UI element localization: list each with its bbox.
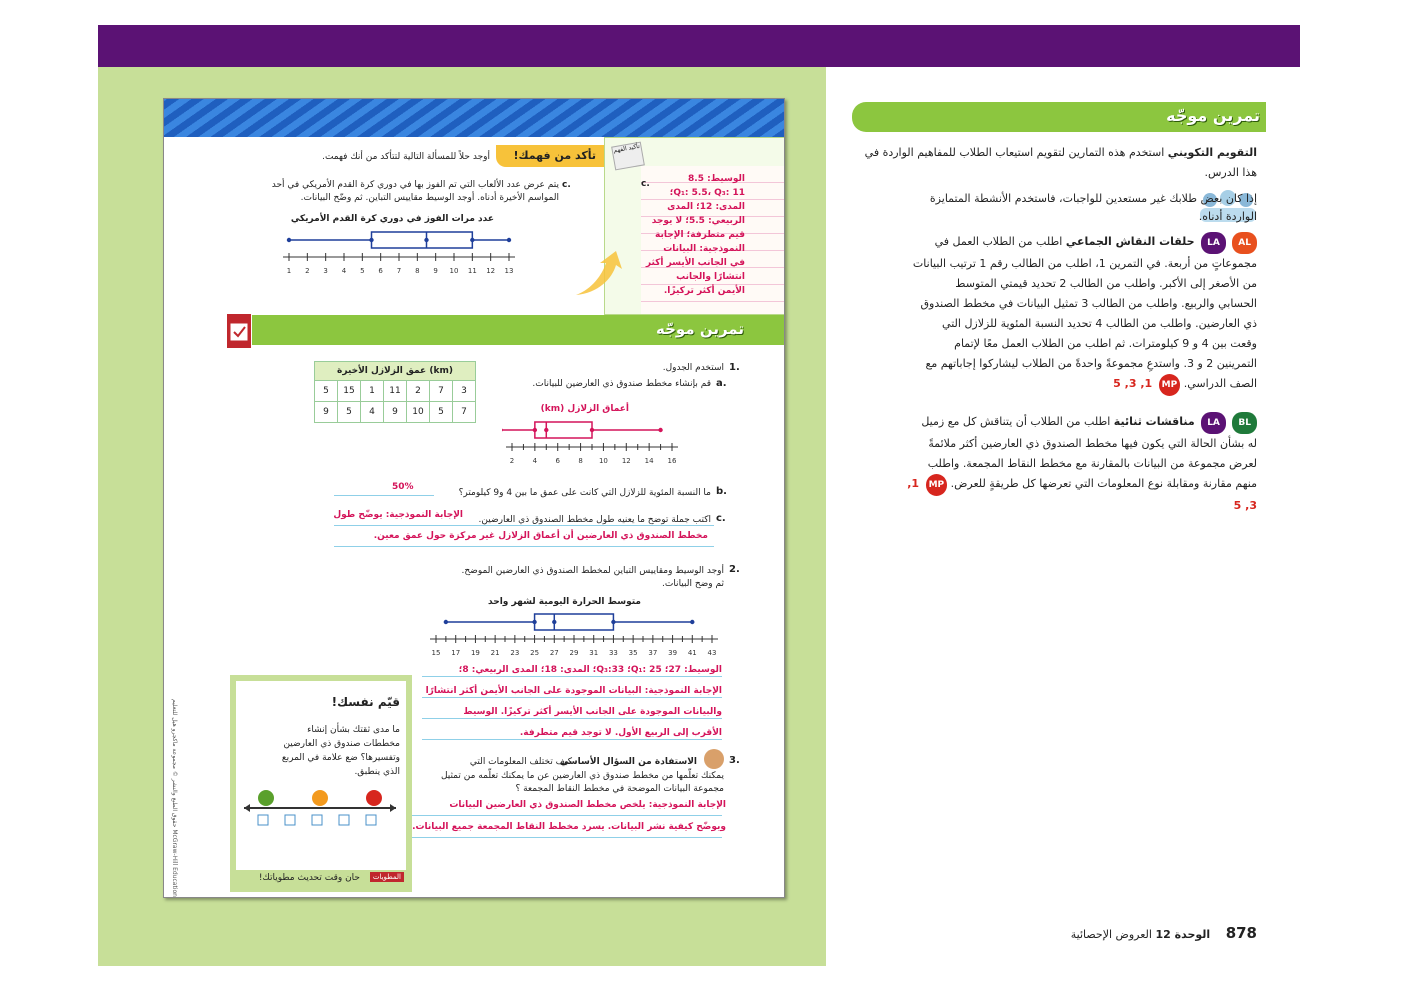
p4-line: له بشأن الحالة التي يكون فيها مخطط الصندوق ذي العارضين أكثر ملائمةً xyxy=(928,437,1257,450)
homework-icon xyxy=(226,313,252,349)
p4-line: اطلب من الطلاب أن يتناقش كل مع زميل xyxy=(921,415,1111,428)
tick-label: 19 xyxy=(470,649,480,657)
unit-title: العروض الإحصائية xyxy=(1070,928,1152,941)
c-question xyxy=(229,179,559,205)
tick-label: 35 xyxy=(628,649,638,657)
p3-line: مجموعاتٍ من أربعة. في التمرين 1، اطلب من الطالب رقم 1 ترتيب البيانات xyxy=(912,257,1257,270)
table-cell: 15 xyxy=(338,381,361,402)
p3-ref: 1, 3, 5 xyxy=(1113,377,1153,390)
answer-line xyxy=(412,815,722,816)
sticky-line: انتشارًا والجانب xyxy=(676,272,745,282)
check-text: أوجد حلاً للمسألة التالية لتتأكد من أنك فهمت. xyxy=(322,152,490,162)
tick-label: 12 xyxy=(621,457,631,465)
table-cell: 9 xyxy=(315,402,338,423)
tick-label: 15 xyxy=(431,649,441,657)
tick-label: 13 xyxy=(504,267,514,273)
tick-label: 2 xyxy=(305,267,310,273)
tick-label: 5 xyxy=(360,267,365,273)
p4-ref2: 3, 5 xyxy=(1233,499,1257,512)
check-title: تأكد من فهمك! xyxy=(513,149,596,162)
tick-label: 2 xyxy=(509,457,515,465)
note-tag: تأكيد الفهم xyxy=(611,142,645,171)
table-cell: 2 xyxy=(407,381,430,402)
rate-title: قيّم نفسك! xyxy=(331,695,400,709)
rate-footer-text: حان وقت تحديث مطوياتك! xyxy=(258,873,360,883)
tick-label: 4 xyxy=(341,267,347,273)
tick-label: 23 xyxy=(510,649,520,657)
q3-answer-2: ويوضّح كيفية نشر البيانات. يسرد مخطط النقاط المجمعة جميع البيانات. xyxy=(412,822,726,832)
arrow-to-note-icon xyxy=(572,249,632,299)
five-number-point xyxy=(658,428,662,432)
q1-number: 1. xyxy=(729,362,740,373)
p4-line: منهم مقارنة ومقابلة نوع المعلومات التي تعرضها كل طريقةٍ للعرض. xyxy=(950,477,1257,490)
p4-bold: مناقشات ثنائية xyxy=(1113,415,1195,428)
five-number-point xyxy=(611,620,615,624)
p3-line: الحسابي والربيع. واطلب من الطالب 3 تمثيل البيانات في مخطط الصندوق xyxy=(920,297,1257,310)
q2-answer xyxy=(392,660,722,744)
table-cell: 7 xyxy=(430,381,453,402)
temperature-boxplot xyxy=(426,607,722,659)
sticky-line: Q₁: 5.5، Q₃: 11؛ xyxy=(669,188,745,198)
p3-line: ذي العارضين. واطلب من الطالب 4 تحديد النسبة المئوية للزلازل التي xyxy=(942,317,1257,330)
table-cell: 10 xyxy=(407,402,430,423)
tick-label: 21 xyxy=(490,649,500,657)
box xyxy=(372,232,473,248)
tick-label: 6 xyxy=(378,267,383,273)
q2-text-line: ثم وضح البيانات. xyxy=(661,579,724,589)
right-header-title: تمرين موجّه xyxy=(1166,106,1260,125)
five-number-point xyxy=(470,238,474,242)
sticky-line: الأيمن أكثر تركيزًا. xyxy=(663,286,745,296)
tick-label: 8 xyxy=(415,267,420,273)
tick-label: 8 xyxy=(578,457,583,465)
tick-label: 1 xyxy=(286,267,292,273)
q3-bold: الاستفادة من السؤال الأساسي xyxy=(559,757,697,767)
group-discussion xyxy=(847,232,1257,396)
q2-text xyxy=(404,565,724,591)
right-guided-header xyxy=(852,102,1266,132)
plot3-title: متوسط الحرارة اليومية لشهر واحد xyxy=(488,597,641,607)
sticky-line: قيم متطرفة؛ الإجابة xyxy=(655,230,745,240)
q1b-answer: 50% xyxy=(392,482,414,492)
blue-stripe-header xyxy=(164,99,784,137)
tick-label: 41 xyxy=(687,649,697,657)
q1-text: استخدم الجدول. xyxy=(662,363,724,373)
q1b-letter: b. xyxy=(716,486,727,497)
box xyxy=(535,422,592,438)
sticky-letter: c. xyxy=(641,179,650,189)
sticky-line: المدى: 12؛ المدى xyxy=(667,202,745,212)
five-number-point xyxy=(544,428,548,432)
p3-line: اطلب من الطلاب العمل في xyxy=(934,235,1063,248)
table-cell: 11 xyxy=(384,381,407,402)
mp-icon: MP xyxy=(1159,374,1181,396)
q2-text-line: أوجد الوسيط ومقاييس التباين لمخطط الصندوق ذي العارضين الموضح. xyxy=(461,566,724,576)
essential-question-icon xyxy=(704,749,724,769)
c-text-line-2: المواسم الأخيرة أدناه. أوجد الوسيط مقاييس التباين. ثم وضّح البيانات. xyxy=(300,193,559,203)
rate-yourself-card xyxy=(230,675,412,892)
q1a-text: قم بإنشاء مخطط صندوق ذي العارضين للبيانات. xyxy=(532,379,711,389)
tick-label: 33 xyxy=(608,649,618,657)
copyright-strip xyxy=(163,699,180,897)
p3-line: وقعت بين 4 و 9 كيلومترات. ثم اطلب من الطلاب العمل معًا لإتمام xyxy=(954,337,1257,350)
q2-number: 2. xyxy=(729,564,740,575)
q1c-text: اكتب جملة توضح ما يعنيه طول مخطط الصندوق ذي العارضين. xyxy=(478,515,711,525)
p2: إذا كان بعض طلابك غير مستعدين للواجبات، فاستخدم الأنشطة المتمايزة الواردة أدناه. xyxy=(929,192,1257,223)
tick-label: 10 xyxy=(598,457,608,465)
tick-label: 43 xyxy=(707,649,717,657)
badge-al: AL xyxy=(1232,232,1257,254)
happy-face-icon xyxy=(258,790,274,806)
q1c-answer-2: مخطط الصندوق ذي العارضين أن أعماق الزلازل غير مركزة حول عمق معين. xyxy=(373,531,708,541)
q1a-letter: a. xyxy=(716,378,727,389)
p1-bold: التقويم التكويني xyxy=(1167,146,1257,159)
foldables-tag: المطويات xyxy=(370,872,404,882)
rate-checkbox[interactable] xyxy=(285,815,295,825)
rate-text-line: وتفسيرها؟ ضع علامة في المربع xyxy=(281,753,400,763)
q3-text xyxy=(394,770,724,796)
five-number-point xyxy=(690,620,694,624)
table-cell: 9 xyxy=(384,402,407,423)
p4-ref1: 1, xyxy=(907,477,920,490)
answer-line xyxy=(422,739,722,740)
c-letter: c. xyxy=(562,180,571,190)
table-cell: 5 xyxy=(315,381,338,402)
q1c-letter: c. xyxy=(716,513,726,524)
neutral-face-icon xyxy=(312,790,328,806)
answer-line xyxy=(422,718,722,719)
tick-label: 31 xyxy=(589,649,599,657)
top-purple-band xyxy=(98,25,1300,67)
football-wins-boxplot xyxy=(279,225,519,273)
tick-label: 3 xyxy=(323,267,328,273)
five-number-point xyxy=(507,238,511,242)
table-cell: 4 xyxy=(361,402,384,423)
tick-label: 12 xyxy=(486,267,496,273)
five-number-point xyxy=(369,238,373,242)
q3-text-line: مجموعة البيانات الموضحة في مخطط النقاط المجمعة ؟ xyxy=(515,784,724,794)
rate-text xyxy=(240,723,400,779)
tick-label: 14 xyxy=(644,457,654,465)
q2-answer-line: الأقرب إلى الربيع الأول. لا توجد قيم متطرفة. xyxy=(519,728,722,738)
rate-text-line: الذي ينطبق. xyxy=(354,767,400,777)
plot1-title: عدد مرات الفوز في دوري كرة القدم الأمريكي xyxy=(290,214,494,224)
sticky-line: الربيعي: 5.5؛ لا يوجد xyxy=(651,216,745,226)
p1-text: استخدم هذه التمارين لتقويم استيعاب الطلاب للمفاهيم الواردة في هذا الدرس. xyxy=(864,146,1257,179)
formative-assessment xyxy=(857,143,1257,183)
tick-label: 25 xyxy=(530,649,540,657)
five-number-point xyxy=(533,428,537,432)
five-number-point xyxy=(590,428,594,432)
tick-label: 17 xyxy=(451,649,461,657)
sad-face-icon xyxy=(366,790,382,806)
answer-line xyxy=(422,676,722,677)
five-number-point xyxy=(287,238,291,242)
box xyxy=(535,614,614,630)
p3-line: من الأصغر إلى الأكبر. واطلب من الطالب 2 تحديد قيمتي المتوسط xyxy=(955,277,1257,290)
rate-checkbox[interactable] xyxy=(339,815,349,825)
five-number-point xyxy=(552,620,556,624)
plot2-title: أعماق الزلازل (km) xyxy=(540,404,629,414)
sticky-line: الوسيط: 8.5 xyxy=(688,174,745,184)
mp-icon: MP xyxy=(926,474,948,496)
student-page-sheet xyxy=(163,98,785,898)
q3-number: 3. xyxy=(729,755,740,766)
guided-title: تمرين موجّه xyxy=(656,320,744,338)
q3-text-line: يمكنك تعلّمها من مخطط صندوق ذي العارضين عن ما يمكنك تعلّمه من تمثيل xyxy=(440,771,724,781)
p3-line: التمرينين 2 و 3. واستدعِ مجموعةً واحدةً من الطلاب ليشاركوا إجاباتهم مع xyxy=(925,357,1257,370)
five-number-point xyxy=(532,620,536,624)
q2-answer-line: الإجابة النموذجية: البيانات الموجودة على الجانب الأيمن أكثر انتشارًا xyxy=(425,686,722,696)
check-title-tab xyxy=(496,145,604,167)
tick-label: 7 xyxy=(396,267,402,273)
sticky-answer xyxy=(625,172,745,298)
q3-text-1: كيف تختلف المعلومات التي xyxy=(469,757,572,767)
badge-la: LA xyxy=(1201,412,1226,434)
answer-line xyxy=(422,697,722,698)
tick-label: 10 xyxy=(449,267,459,273)
page-number: 878 xyxy=(1225,924,1257,942)
sticky-line: النموذجية: البيانات xyxy=(663,244,745,254)
five-number-point xyxy=(424,238,428,242)
q2-answer-line: والبيانات الموجودة على الجانب الأيسر أكثر تركيزًا. الوسيط xyxy=(463,707,722,717)
badge-bl: BL xyxy=(1232,412,1257,434)
table-cell: 3 xyxy=(453,381,476,402)
five-number-point xyxy=(444,620,448,624)
earthquake-table xyxy=(314,361,476,423)
tick-label: 37 xyxy=(648,649,658,657)
answer-line xyxy=(334,495,434,496)
table-cell: 7 xyxy=(453,402,476,423)
answer-line xyxy=(334,546,714,547)
sticky-line: في الجانب الأيسر أكثر xyxy=(645,258,745,268)
tick-label: 9 xyxy=(433,267,438,273)
q1b-text: ما النسبة المئوية للزلازل التي كانت على عمق ما بين 4 و9 كيلومتر؟ xyxy=(458,488,711,498)
rate-footer xyxy=(236,870,406,886)
rate-checkbox[interactable] xyxy=(366,815,376,825)
confidence-scale xyxy=(240,785,400,829)
tick-label: 6 xyxy=(555,457,560,465)
c-text-line-1: يتم عرض عدد الألعاب التي تم الفوز بها في دوري كرة القدم الأمريكي في أحد xyxy=(271,180,559,190)
answer-line xyxy=(334,525,714,526)
answer-line xyxy=(412,837,722,838)
rate-text-line: ما مدى ثقتك بشأن إنشاء xyxy=(307,725,400,735)
table-title: عمق الزلازل الأخيرة (km) xyxy=(315,362,476,381)
q2-answer-line: الوسيط: 27؛ Q₁: 25؛ Q₃:33؛ المدى: 18؛ المدى الربيعي: 8؛ xyxy=(458,665,722,675)
rate-text-line: مخططات صندوق ذي العارضين xyxy=(283,739,400,749)
pair-discussion xyxy=(847,412,1257,516)
five-number-point xyxy=(502,428,503,432)
p4-line: لعرض مجموعة من البيانات بالمقارنة مع مخطط النقاط المجمعة. واطلب xyxy=(927,457,1257,470)
table-cell: 5 xyxy=(338,402,361,423)
copyright-text: حقوق الطبع والنشر © مجموعة ماكجرو هيل للتعليم McGraw-Hill Education xyxy=(171,699,178,897)
tick-label: 11 xyxy=(467,267,477,273)
guided-practice-bar xyxy=(226,315,784,345)
p3-line: الصف الدراسي. xyxy=(1183,377,1257,390)
tick-label: 39 xyxy=(668,649,678,657)
q3-answer-1: الإجابة النموذجية: يلخص مخطط الصندوق ذي العارضين البيانات xyxy=(449,800,726,810)
rate-checkbox[interactable] xyxy=(312,815,322,825)
check-understanding-row xyxy=(172,145,604,167)
tick-label: 27 xyxy=(549,649,559,657)
badge-la: LA xyxy=(1201,232,1226,254)
q1c-answer-1: الإجابة النموذجية: يوضّح طول xyxy=(333,510,463,520)
page-footer xyxy=(997,924,1257,942)
tick-label: 16 xyxy=(667,457,677,465)
tick-label: 4 xyxy=(532,457,538,465)
p3-bold: حلقات النقاش الجماعي xyxy=(1065,235,1195,248)
earthquake-depth-boxplot xyxy=(502,415,682,467)
tick-label: 29 xyxy=(569,649,579,657)
table-cell: 5 xyxy=(430,402,453,423)
table-cell: 1 xyxy=(361,381,384,402)
unit-label: الوحدة 12 xyxy=(1155,928,1211,941)
rate-checkbox[interactable] xyxy=(258,815,268,825)
